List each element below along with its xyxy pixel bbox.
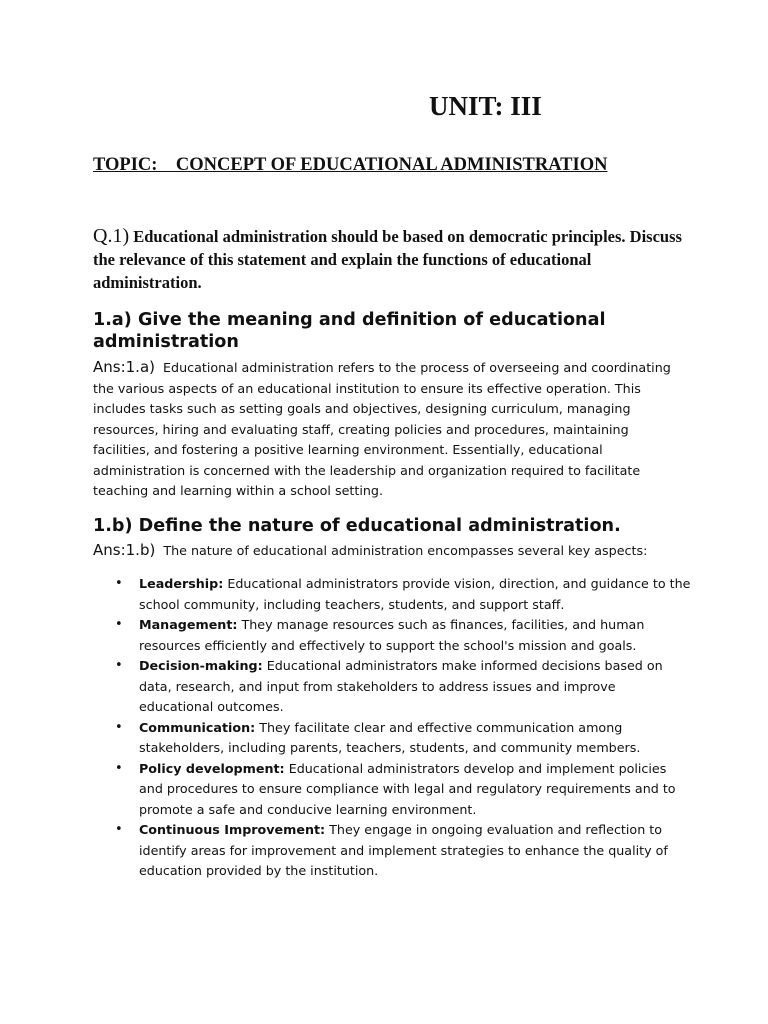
list-item [93,656,693,718]
nature-list [93,574,693,882]
question-text: Educational administration should be based on democratic principles. Discuss the relevance of this statement and explain the functions of educational administration. [93,227,682,292]
answer-1b-label: Ans:1.b) [93,541,156,559]
unit-title: UNIT: III [429,91,542,121]
list-item-text: Educational administrators make informed decisions based on data, research, and input from stakeholders to address issues and improve educational outcomes. [139,658,663,714]
answer-1a-text: Educational administration refers to the process of overseeing and coordinating the various aspects of an educational institution to ensure its effective operation. This includes tasks such as setting goals and objectives, designing curriculum, managing resources, hiring and evaluating staff, creating policies and procedures, maintaining facilities, and fostering a positive learning environment. Essentially, educational administration is concerned with the leadership and organization required to facilitate teaching and learning within a school setting. [93,360,671,498]
list-item-text: They manage resources such as finances, facilities, and human resources efficiently and effectively to support the school's mission and goals. [139,617,645,653]
list-item-term: Decision-making: [139,658,263,673]
list-item [93,574,693,615]
list-item [93,615,693,656]
answer-1a-label: Ans:1.a) [93,358,155,376]
list-item-text: They engage in ongoing evaluation and reflection to identify areas for improvement and implement strategies to enhance the quality of education provided by the institution. [139,822,668,878]
list-item [93,759,693,821]
list-item-text: Educational administrators develop and implement policies and procedures to ensure compliance with legal and regulatory requirements and to promote a safe and conducive learning environment. [139,760,676,817]
list-item-term: Communication: [139,719,256,735]
answer-1b [93,540,685,562]
list-item-text: They facilitate clear and effective communication among stakeholders, including parents, teachers, students, and community members. [139,719,641,755]
list-item [93,820,693,882]
bullet-icon: • [115,658,123,673]
list-item [93,718,693,759]
bullet-icon: • [115,617,123,632]
bullet-icon: • [115,719,123,735]
list-item-term: Continuous Improvement: [139,822,326,837]
list-item-text: Educational administrators provide vision, direction, and guidance to the school community, including teachers, students, and support staff. [139,576,691,612]
list-item-term: Leadership: [139,576,224,591]
bullet-icon: • [115,822,123,837]
list-item-term: Management: [139,617,238,632]
question-1 [93,225,683,294]
topic-heading: TOPIC: CONCEPT OF EDUCATIONAL ADMINISTRATION [93,155,608,175]
section-a-heading: 1.a) Give the meaning and definition of educational administration [93,310,606,352]
answer-1b-text: The nature of educational administration encompasses several key aspects: [163,543,648,558]
section-b-heading: 1.b) Define the nature of educational administration. [93,516,621,536]
list-item-term: Policy development: [139,760,285,776]
bullet-icon: • [115,760,123,776]
answer-1a [93,357,685,502]
bullet-icon: • [115,576,123,591]
question-number: Q.1) [93,225,130,247]
